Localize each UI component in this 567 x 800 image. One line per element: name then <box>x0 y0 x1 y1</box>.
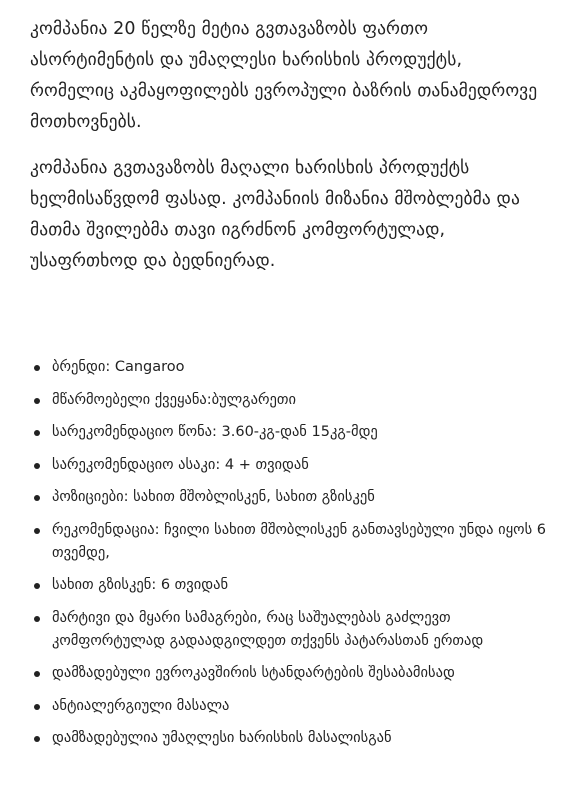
spec-text: მარტივი და მყარი სამაგრები, რაც საშუალებას გაძლევთ კომფორტულად გადაადგილდეთ თქვენს პატარასთან ერთად <box>52 609 484 649</box>
description-section <box>30 14 550 292</box>
specifications-list <box>30 356 550 760</box>
bullet-dot-icon <box>34 365 40 371</box>
spec-text: ბრენდი: Cangaroo <box>52 359 185 375</box>
spec-text: სარეკომენდაციო წონა: 3.60-კგ-დან 15კგ-მდე <box>52 424 378 440</box>
spec-text: დამზადებულია უმაღლესი ხარისხის მასალისგან <box>52 730 392 746</box>
spec-text: სარეკომენდაციო ასაკი: 4 + თვიდან <box>52 456 309 473</box>
spec-eu-standards <box>30 662 550 685</box>
bullet-dot-icon <box>34 671 40 677</box>
spec-recommendation <box>30 519 550 565</box>
bullet-dot-icon <box>34 704 40 710</box>
spec-country <box>30 389 550 412</box>
bullet-dot-icon <box>34 583 40 589</box>
spec-facing-forward <box>30 574 550 597</box>
spec-fasteners <box>30 607 550 653</box>
spec-hypoallergenic <box>30 695 550 718</box>
spec-materials <box>30 727 550 750</box>
spec-text: რეკომენდაცია: ჩვილი სახით მშობლისკენ განთავსებული უნდა იყოს 6 თვემდე, <box>52 521 546 561</box>
bullet-dot-icon <box>34 463 40 469</box>
bullet-dot-icon <box>34 430 40 436</box>
bullet-dot-icon <box>34 528 40 534</box>
bullet-dot-icon <box>34 495 40 501</box>
spec-text: სახით გზისკენ: 6 თვიდან <box>52 577 229 593</box>
bullet-dot-icon <box>34 398 40 404</box>
spec-age <box>30 454 550 477</box>
bullet-dot-icon <box>34 736 40 742</box>
description-paragraph-1: კომპანია 20 წელზე მეტია გვთავაზობს ფართო ასორტიმენტის და უმაღლესი ხარისხის პროდუქტს, რომელიც აკმაყოფილებს ევროპული ბაზრის თანამედროვე მოთხოვნებს. <box>30 19 538 132</box>
spec-brand <box>30 356 550 379</box>
spec-text: დამზადებული ევროკავშირის სტანდარტების შესაბამისად <box>52 665 455 681</box>
spec-text: მწარმოებელი ქვეყანა:ბულგარეთი <box>52 391 296 408</box>
spec-text: ანტიალერგიული მასალა <box>52 697 230 714</box>
spec-weight <box>30 421 550 444</box>
bullet-dot-icon <box>34 616 40 622</box>
spec-text: პოზიციები: სახით მშობლისკენ, სახით გზისკენ <box>52 489 375 505</box>
description-paragraph-2: კომპანია გვთავაზობს მაღალი ხარისხის პროდუქტს ხელმისაწვდომ ფასად. კომპანიის მიზანია მშობლებმა და მათმა შვილებმა თავი იგრძნონ კომფორტულად, უსაფრთხოდ და ბედნიერად. <box>30 158 520 271</box>
spec-positions <box>30 486 550 509</box>
